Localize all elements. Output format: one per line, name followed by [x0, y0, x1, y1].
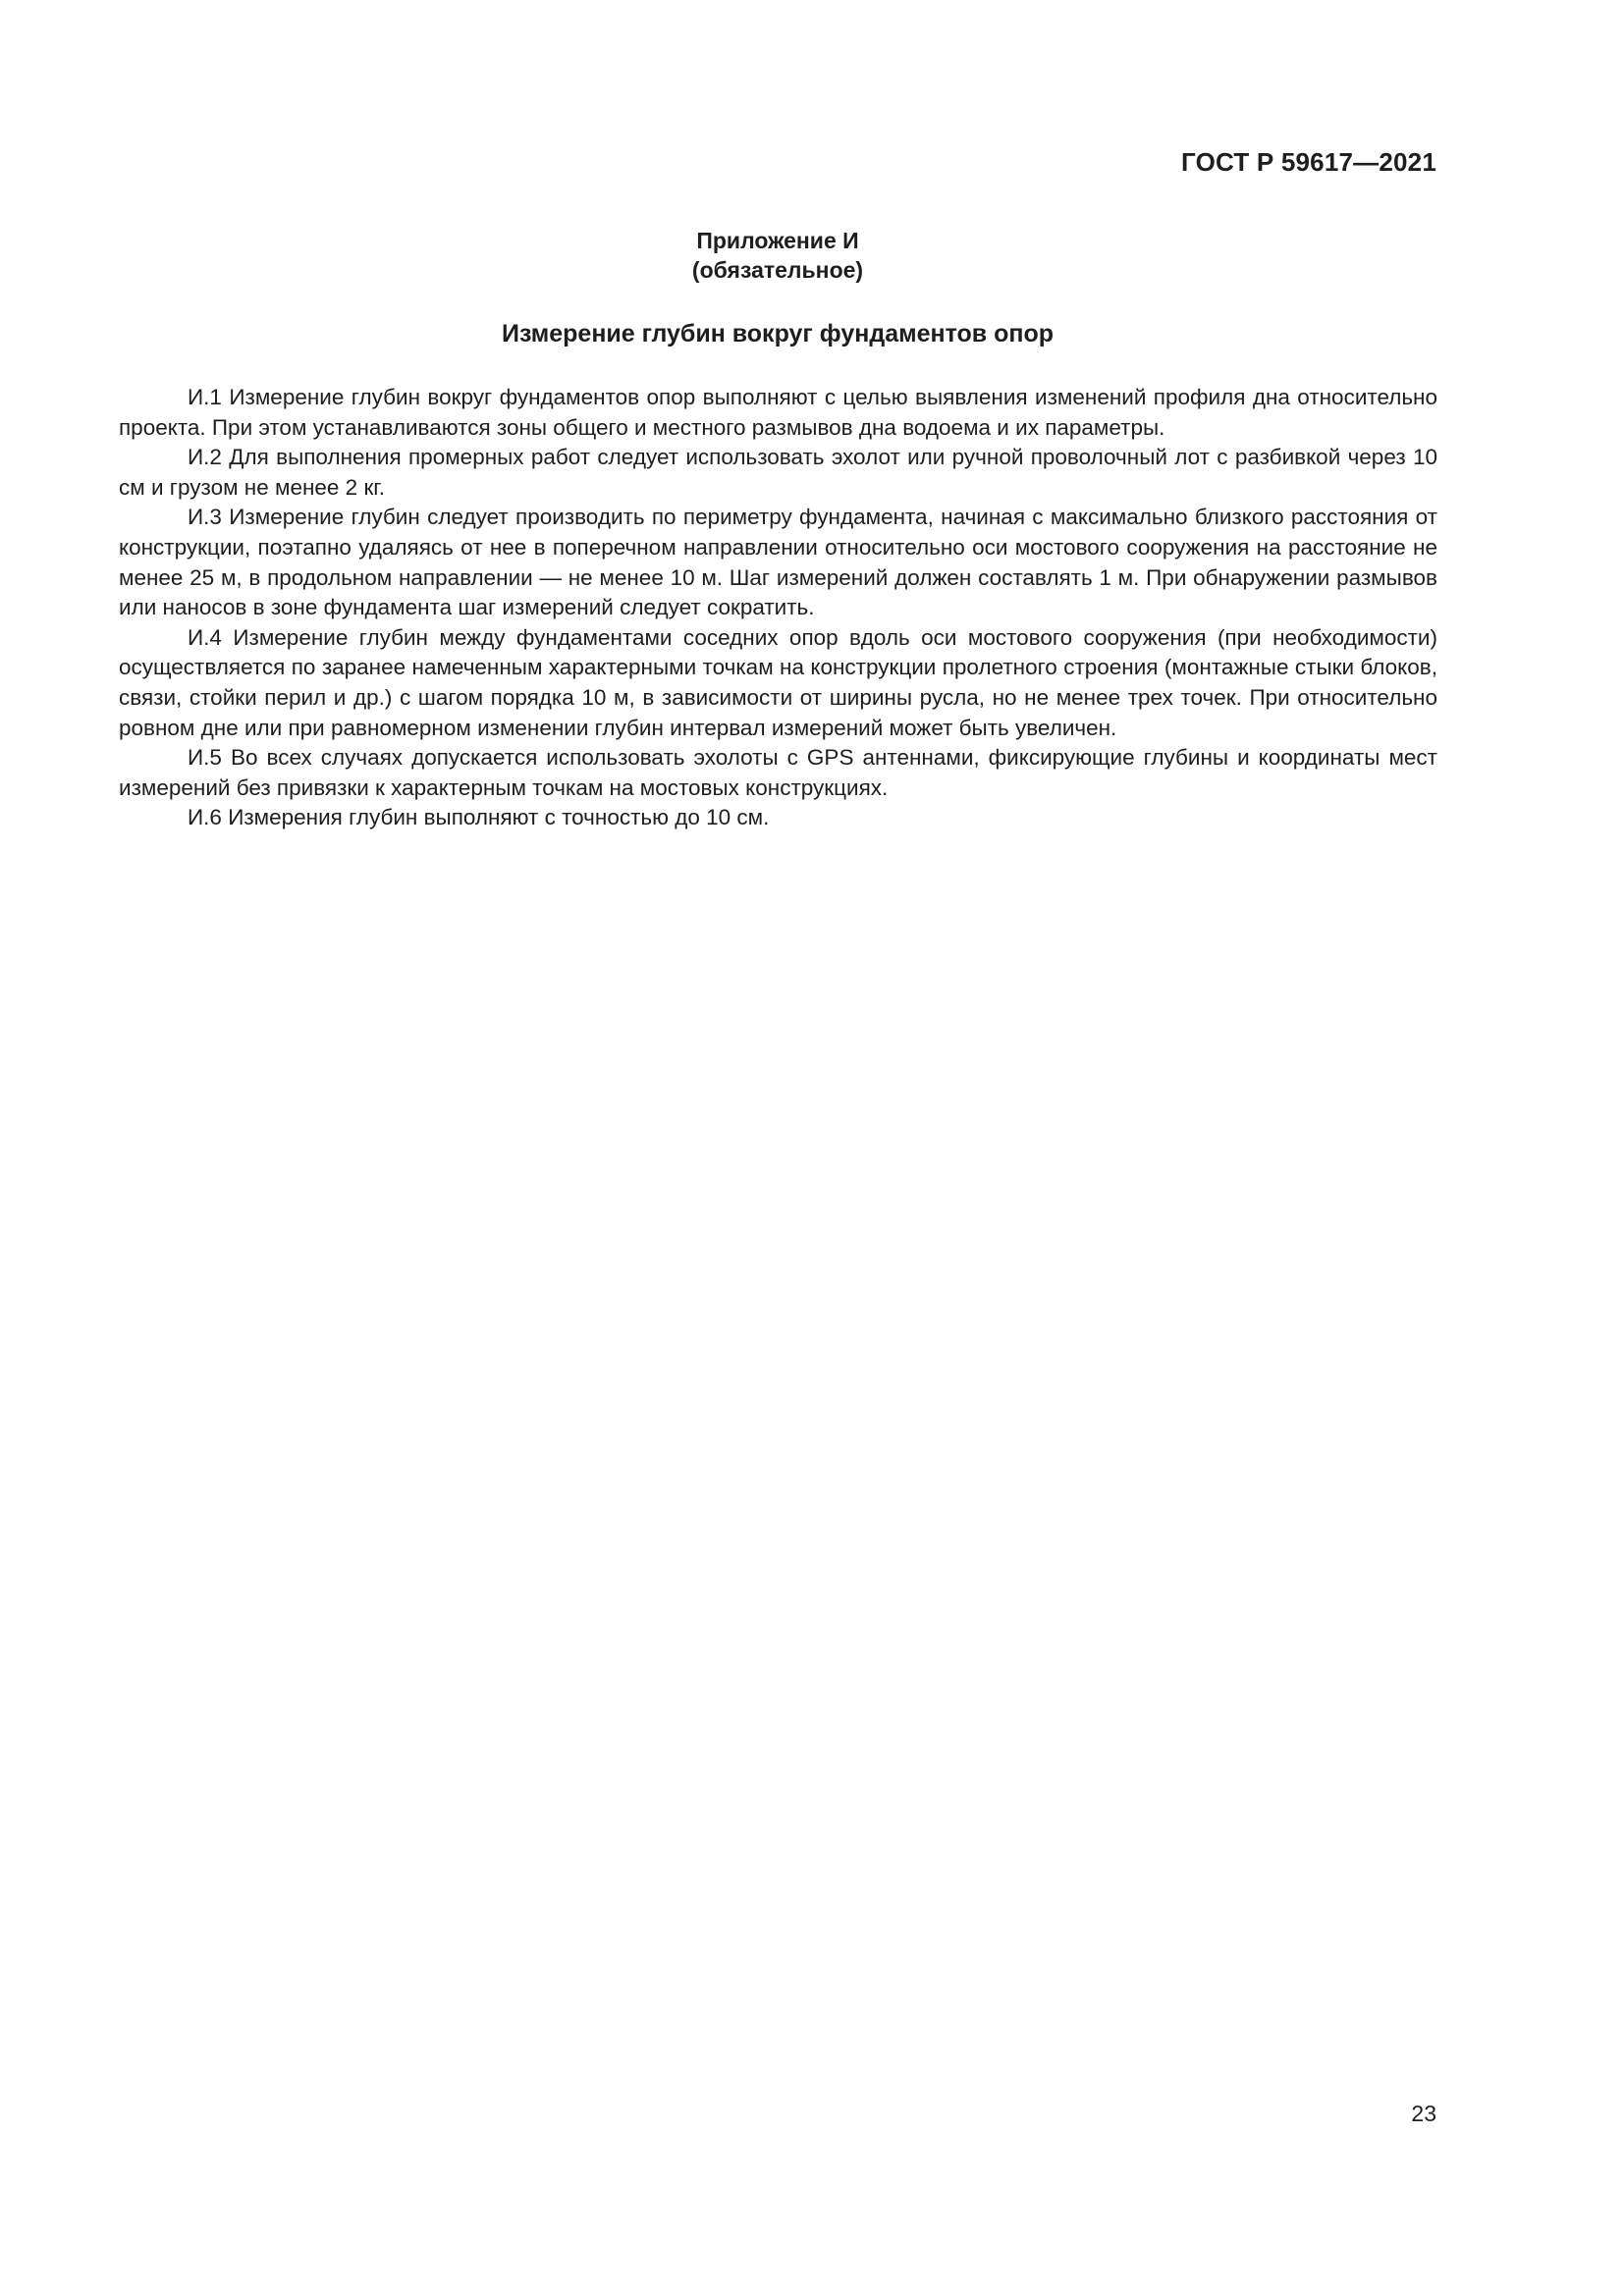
paragraph-i3: И.3 Измерение глубин следует производить по периметру фундамента, начиная с максимально близкого расстояния от конструкции, поэтапно удаляясь от нее в поперечном направлении относительно оси мостового сооружения на расстояние не менее 25 м, в продольном направлении — не менее 10 м. Шаг измерений должен составлять 1 м. При обнаружении размывов или наносов в зоне фундамента шаг измерений следует сократить. [119, 505, 1437, 620]
paragraph-i5: И.5 Во всех случаях допускается использовать эхолоты с GPS антеннами, фиксирующие глубины и координаты мест измерений без привязки к характерным точкам на мостовых конструкциях. [119, 745, 1437, 800]
document-code: ГОСТ Р 59617—2021 [1181, 147, 1436, 177]
section-title: Измерение глубин вокруг фундаментов опор [501, 320, 1055, 347]
page-number: 23 [1411, 2101, 1436, 2126]
paragraph-i4: И.4 Измерение глубин между фундаментами соседних опор вдоль оси мостового сооружения (при необходимости) осуществляется по заранее намеченным характерными точкам на конструкции пролетного строения (монтажные стыки блоков, связи, стойки перил и др.) с шагом порядка 10 м, в зависимости от ширины русла, но не менее трех точек. При относительно ровном дне или при равномерном изменении глубин интервал измерений может быть увеличен. [119, 624, 1437, 740]
appendix-heading [118, 226, 1437, 285]
paragraph-i2: И.2 Для выполнения промерных работ следует использовать эхолот или ручной проволочный лот с разбивкой через 10 см и грузом не менее 2 кг. [119, 445, 1437, 500]
paragraph-i1: И.1 Измерение глубин вокруг фундаментов опор выполняют с целью выявления изменений профиля дна относительно проекта. При этом устанавливаются зоны общего и местного размывов дна водоема и их параметры. [119, 385, 1437, 440]
appendix-status: (обязательное) [691, 257, 864, 283]
appendix-title: Приложение И [696, 228, 859, 253]
paragraph-i6: И.6 Измерения глубин выполняют с точностью до 10 см. [188, 805, 770, 830]
body-text [119, 383, 1437, 833]
